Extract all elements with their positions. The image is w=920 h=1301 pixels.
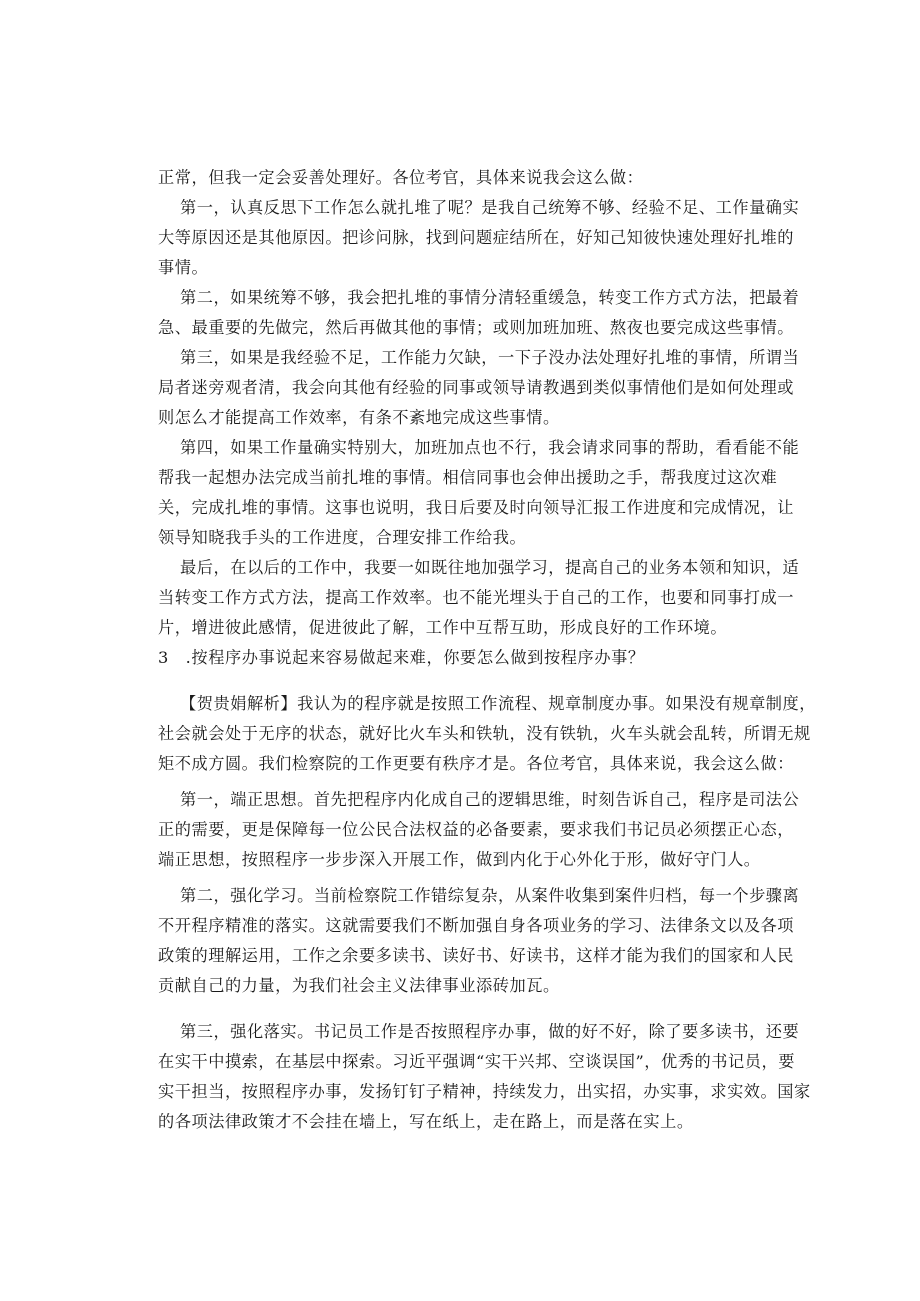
text-line: 在实干中摸索，在基层中探索。习近平强调“实干兴邦、空谈误国”，优秀的书记员，要 xyxy=(158,1052,795,1071)
text-line: 实干担当，按照程序办事，发扬钉钉子精神，持续发力，出实招，办实事，求实效。国家 xyxy=(158,1082,811,1101)
text-line: 事情。 xyxy=(158,258,209,277)
text-line: 帮我一起想办法完成当前扎堆的事情。相信同事也会伸出援助之手，帮我度过这次难 xyxy=(158,468,778,487)
text-line: 矩不成方圆。我们检察院的工作更要有秩序才是。各位考官，具体来说，我会这么做： xyxy=(158,754,795,773)
text-line: 大等原因还是其他原因。把诊问脉，找到问题症结所在，好知己知彼快速处理好扎堆的 xyxy=(158,228,795,247)
text-line: 第三，强化落实。书记员工作是否按照程序办事，做的好不好，除了要多读书，还要 xyxy=(180,1022,800,1041)
text-line: 第四，如果工作量确实特别大，加班加点也不行，我会请求同事的帮助，看看能不能 xyxy=(180,438,800,457)
text-line: 社会就会处于无序的状态，就好比火车头和铁轨，没有铁轨，火车头就会乱转，所谓无规 xyxy=(158,724,811,743)
text-line: 端正思想，按照程序一步步深入开展工作，做到内化于心外化于形，做好守门人。 xyxy=(158,850,761,869)
text-line: 正常，但我一定会妥善处理好。各位考官，具体来说我会这么做： xyxy=(158,168,644,187)
text-line: 正的需要，更是保障每一位公民合法权益的必备要素，要求我们书记员必须摆正心态， xyxy=(158,820,795,839)
text-line: 第一，认真反思下工作怎么就扎堆了呢？是我自己统筹不够、经验不足、工作量确实 xyxy=(180,198,800,217)
text-line: 第二，如果统筹不够，我会把扎堆的事情分清轻重缓急，转变工作方式方法，把最着 xyxy=(180,288,800,307)
text-line: 当转变工作方式方法，提高工作效率。也不能光埋头于自己的工作，也要和同事打成一 xyxy=(158,588,795,607)
text-line: 局者迷旁观者清，我会向其他有经验的同事或领导请教遇到类似事情他们是如何处理或 xyxy=(158,378,795,397)
text-line: 关，完成扎堆的事情。这事也说明，我日后要及时向领导汇报工作进度和完成情况，让 xyxy=(158,498,795,517)
text-line: 第一，端正思想。首先把程序内化成自己的逻辑思维，时刻告诉自己，程序是司法公 xyxy=(180,790,800,809)
text-line: 的各项法律政策才不会挂在墙上，写在纸上，走在路上，而是落在实上。 xyxy=(158,1112,694,1131)
question-heading: 3 .按程序办事说起来容易做起来难，你要怎么做到按程序办事？ xyxy=(158,648,645,667)
text-line: 贡献自己的力量，为我们社会主义法律事业添砖加瓦。 xyxy=(158,976,560,995)
text-line: 【贺贵娟解析】我认为的程序就是按照工作流程、规章制度办事。如果没有规章制度， xyxy=(180,694,817,713)
text-line: 政策的理解运用，工作之余要多读书、读好书、好读书，这样才能为我们的国家和人民 xyxy=(158,946,795,965)
text-line: 急、最重要的先做完，然后再做其他的事情；或则加班加班、熬夜也要完成这些事情。 xyxy=(158,318,795,337)
text-line: 不开程序精准的落实。这就需要我们不断加强自身各项业务的学习、法律条文以及各项 xyxy=(158,916,795,935)
text-line: 领导知晓我手头的工作进度，合理安排工作给我。 xyxy=(158,528,527,547)
text-line: 则怎么才能提高工作效率，有条不紊地完成这些事情。 xyxy=(158,408,560,427)
text-line: 片，增进彼此感情，促进彼此了解，工作中互帮互助，形成良好的工作环境。 xyxy=(158,618,728,637)
text-line: 最后，在以后的工作中，我要一如既往地加强学习，提高自己的业务本领和知识，适 xyxy=(180,558,800,577)
text-line: 第二，强化学习。当前检察院工作错综复杂，从案件收集到案件归档，每一个步骤离 xyxy=(180,886,800,905)
text-line: 第三，如果是我经验不足，工作能力欠缺，一下子没办法处理好扎堆的事情，所谓当 xyxy=(180,348,800,367)
